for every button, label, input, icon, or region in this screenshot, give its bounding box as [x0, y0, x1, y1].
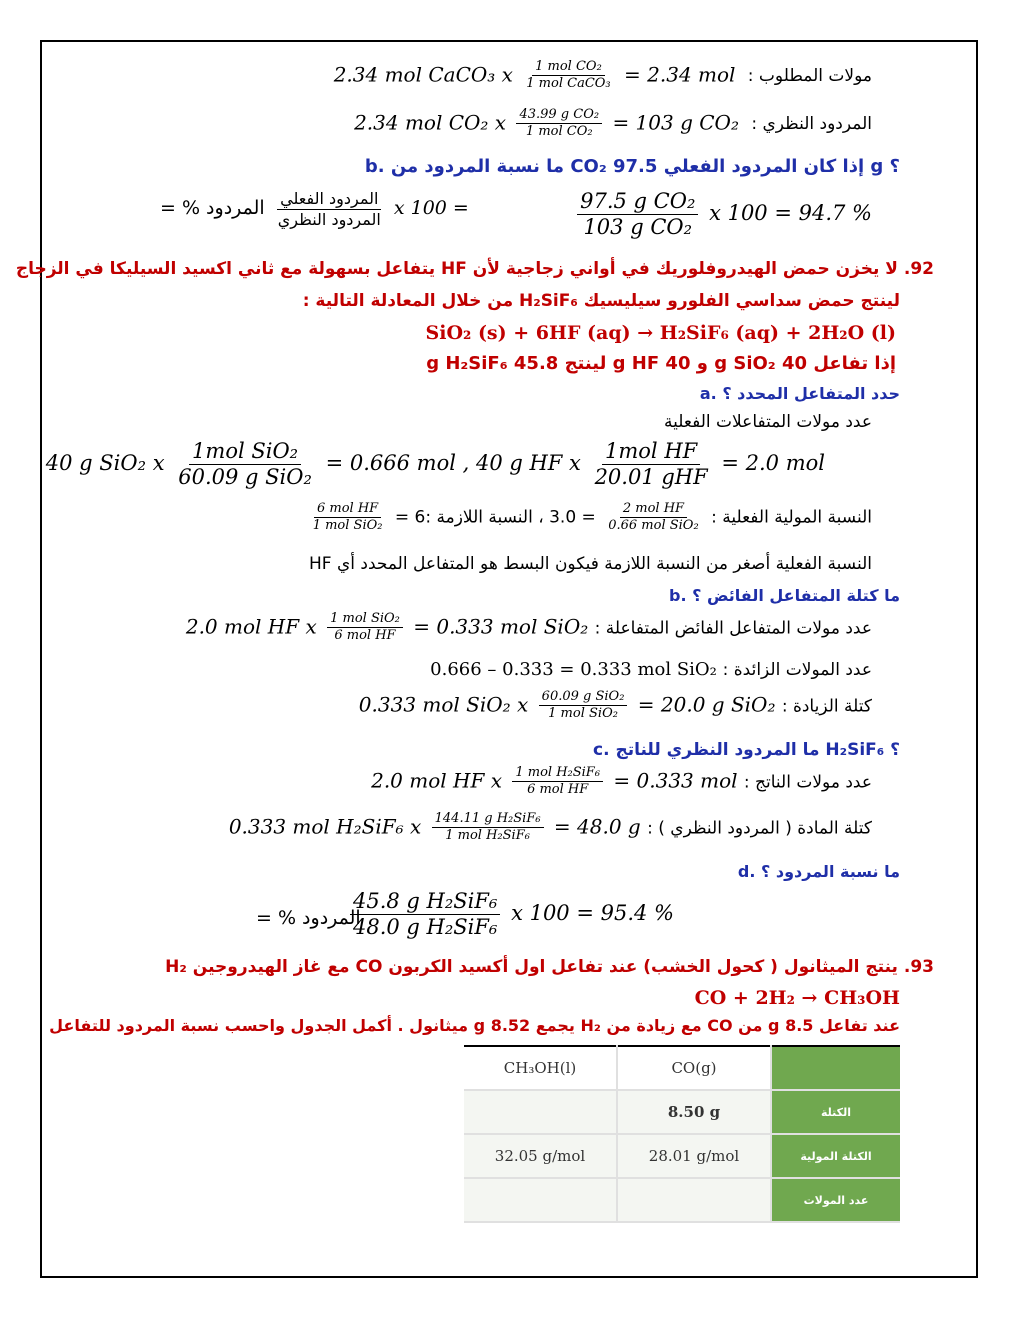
moles-required-line: [334, 60, 872, 92]
mole-ratio-line: [306, 502, 872, 534]
cell-moles-ch3oh: [464, 1178, 617, 1222]
fraction-actual: [605, 502, 701, 534]
question-c-theoretical: c. ما المردود النظري للناتج H₂SiF₆ ؟: [593, 740, 900, 760]
fraction: [516, 108, 602, 140]
actual-moles-heading: عدد مولات المتفاعلات الفعلية: [664, 412, 872, 432]
final-percent-label: المردود % =: [256, 907, 361, 929]
result: = 48.0 g: [553, 814, 641, 839]
cell-mass-ch3oh: [464, 1090, 617, 1134]
problem-92-line2: لينتج حمض سداسي الفلورو سيليسيك H₂SiF₆ من خلال المعادلة التالية :: [302, 291, 900, 311]
ratio-text: = 3.0 ، النسبة اللازمة :6 =: [394, 507, 596, 528]
denominator: 1 mol SiO₂: [548, 706, 618, 722]
denominator: 0.66 mol SiO₂: [608, 518, 699, 534]
numerator: 144.11 g H₂SiF₆: [432, 812, 544, 828]
cell-mass-co: 8.50 g: [617, 1090, 771, 1134]
row-label-moles: عدد المولات: [771, 1178, 900, 1222]
value: 0.666 – 0.333 = 0.333 mol SiO₂: [430, 659, 717, 680]
fraction-hf: [592, 440, 711, 489]
numerator: 60.09 g SiO₂: [539, 690, 628, 706]
table-row: [464, 1178, 900, 1222]
denominator: المردود النظري: [277, 209, 381, 229]
excess-moles-line: [430, 659, 872, 680]
percent-yield-line: [573, 190, 872, 239]
expr: 2.0 mol HF x: [371, 768, 502, 793]
percent-yield-formula: [160, 190, 469, 228]
numerator: 97.5 g CO₂: [577, 190, 698, 215]
header-co: CO(g): [617, 1046, 771, 1090]
fraction-words: [275, 190, 384, 228]
numerator: 1 mol CO₂: [532, 60, 605, 76]
denominator: 1 mol H₂SiF₆: [445, 828, 530, 844]
result: = 0.333 mol: [613, 768, 738, 793]
result: = 0.333 mol SiO₂: [413, 614, 589, 639]
fraction-sio2: [175, 440, 315, 489]
excess-reacted-line: [186, 612, 872, 644]
fraction-required: [310, 502, 386, 534]
expr: 2.34 mol CaCO₃ x: [333, 62, 513, 87]
numerator: 1mol SiO₂: [189, 440, 301, 465]
result: = 2.34 mol: [624, 62, 736, 87]
limiting-conclusion: النسبة الفعلية أصغر من النسبة اللازمة فيكون البسط هو المتفاعل المحدد أي HF: [308, 554, 872, 574]
table-row: [464, 1134, 900, 1178]
final-percent-line: [346, 890, 674, 939]
product-moles-line: [371, 766, 872, 798]
numerator: 1 mol H₂SiF₆: [512, 766, 603, 782]
product-mass-line: [229, 812, 872, 844]
denominator: 1 mol CaCO₃: [526, 76, 611, 92]
question-b-percent-yield: b. ما نسبة المردود من CO₂ إذا كان المردود الفعلي 97.5 g ؟: [364, 156, 900, 177]
table-row: [464, 1090, 900, 1134]
table-row: [464, 1046, 900, 1090]
fraction: [432, 812, 544, 844]
expr: 40 g SiO₂ x: [45, 451, 165, 476]
problem-92-line1: 92. لا يخزن حمض الهيدروفلوريك في أواني زجاجية لأن HF يتفاعل بسهولة مع ثاني اكسيد السيليكا في الزجاج: [15, 259, 934, 279]
equation-93: CO + 2H₂ → CH₃OH: [694, 987, 900, 1009]
numerator: 43.99 g CO₂: [516, 108, 602, 124]
expr: 0.333 mol H₂SiF₆ x: [228, 814, 422, 839]
label: كتلة الزيادة :: [781, 696, 872, 717]
expr: 2.0 mol HF x: [185, 614, 317, 639]
fraction: [327, 612, 403, 644]
result: = 103 g CO₂: [612, 110, 739, 135]
result: x 100 = 94.7 %: [709, 201, 872, 226]
label: النسبة المولية الفعلية :: [711, 507, 872, 528]
excess-mass-line: [359, 690, 872, 722]
denominator: 20.01 gHF: [594, 465, 708, 490]
theoretical-yield-line: [354, 108, 872, 140]
numerator: 45.8 g H₂SiF₆: [350, 890, 500, 915]
expr: 0.333 mol SiO₂ x: [358, 692, 529, 717]
row-label-mass: [771, 1046, 900, 1090]
cell-molar-ch3oh: 32.05 g/mol: [464, 1134, 617, 1178]
fraction: [539, 690, 628, 722]
denominator: 6 mol HF: [527, 782, 589, 798]
result: = 20.0 g SiO₂: [637, 692, 776, 717]
problem-92-line3: إذا تفاعل 40 g SiO₂ و 40 g HF لينتج 45.8 g H₂SiF₆: [426, 353, 896, 374]
equation-92: SiO₂ (s) + 6HF (aq) → H₂SiF₆ (aq) + 2H₂O (l): [425, 322, 896, 344]
row-label-molar-mass: الكتلة المولية: [771, 1134, 900, 1178]
denominator: 1 mol CO₂: [525, 124, 593, 140]
label: المردود % =: [160, 197, 265, 220]
label: كتلة المادة ( المردود النظري ) :: [647, 818, 872, 839]
numerator: 6 mol HF: [314, 502, 381, 518]
label: عدد المولات الزائدة :: [722, 660, 872, 680]
label: المردود النظري :: [751, 114, 872, 135]
label: عدد مولات الناتج :: [743, 772, 872, 793]
numerator: 1 mol SiO₂: [327, 612, 403, 628]
numerator: 1mol HF: [602, 440, 700, 465]
numerator: المردود الفعلي: [277, 190, 381, 210]
question-a-limiting: a. حدد المتفاعل المحدد ؟: [699, 384, 900, 403]
actual-moles-calc: [46, 440, 825, 489]
denominator: 60.09 g SiO₂: [178, 465, 312, 490]
times-100: x 100 =: [393, 197, 469, 220]
denominator: 103 g CO₂: [583, 215, 693, 240]
expr: = 0.666 mol , 40 g HF x: [325, 451, 581, 476]
data-table: [464, 1045, 900, 1223]
result: x 100 = 95.4 %: [511, 901, 674, 926]
cell-moles-co: [617, 1178, 771, 1222]
question-d-percent: d. ما نسبة المردود ؟: [737, 862, 900, 881]
problem-93-line1: 93. ينتج الميثانول ( كحول الخشب) عند تفاعل اول أكسيد الكربون CO مع غاز الهيدروجين H₂: [165, 957, 934, 977]
problem-93-line2: عند تفاعل 8.5 g من CO مع زيادة من H₂ يجمع 8.52 g ميثانول . أكمل الجدول واحسب نسبة المردود للتفاعل: [49, 1016, 900, 1035]
label: عدد مولات المتفاعل الفائض المتفاعلة :: [594, 618, 872, 639]
label: مولات المطلوب :: [747, 66, 872, 87]
header-ch3oh: CH₃OH(l): [464, 1046, 617, 1090]
fraction: [512, 766, 603, 798]
expr: 2.34 mol CO₂ x: [354, 110, 507, 135]
question-b-excess: b. ما كتلة المتفاعل الفائض ؟: [669, 586, 900, 605]
cell-molar-co: 28.01 g/mol: [617, 1134, 771, 1178]
fraction: [523, 60, 613, 92]
denominator: 48.0 g H₂SiF₆: [353, 915, 498, 940]
row-label-mass-text: الكتلة: [771, 1090, 900, 1134]
fraction-given: [577, 190, 698, 239]
denominator: 6 mol HF: [334, 628, 396, 644]
result: = 2.0 mol: [721, 451, 825, 476]
numerator: 2 mol HF: [620, 502, 687, 518]
denominator: 1 mol SiO₂: [312, 518, 383, 534]
fraction: [350, 890, 500, 939]
